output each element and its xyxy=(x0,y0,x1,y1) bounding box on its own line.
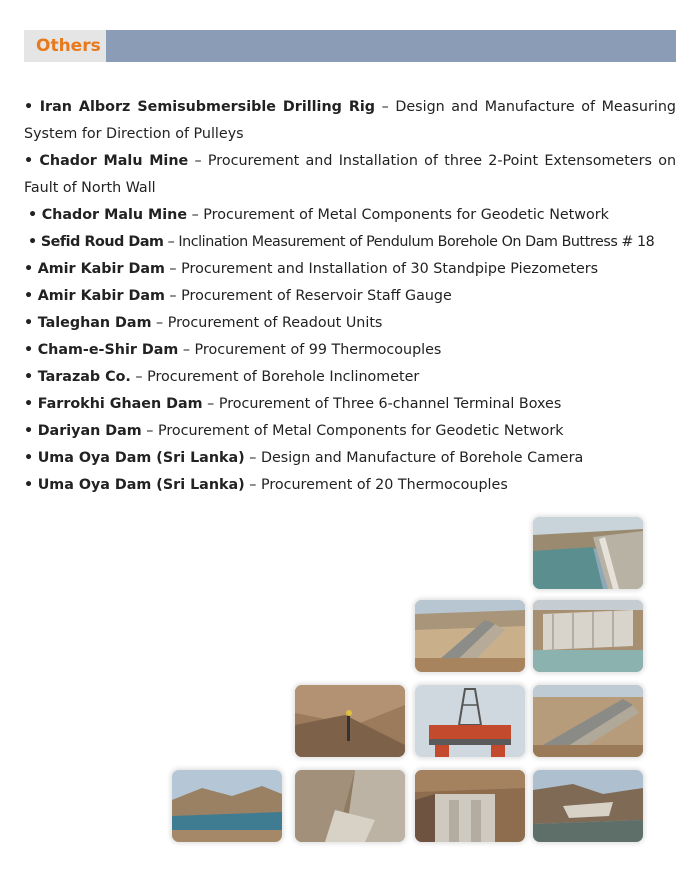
list-item: • Iran Alborz Semisubmersible Drilling Rig – Design and Manufacture of Measuring System for Direction of Pulleys xyxy=(24,99,676,142)
list-item: • Amir Kabir Dam – Procurement and Installation of 30 Standpipe Piezometers xyxy=(24,261,599,277)
penstock-pipe-photo xyxy=(533,685,643,757)
drilling-rig-photo xyxy=(415,685,525,757)
list-item: • Sefid Roud Dam – Inclination Measurement of Pendulum Borehole On Dam Buttress # 18 xyxy=(28,234,655,250)
section-header xyxy=(24,30,676,62)
dam-valley-photo xyxy=(533,770,643,842)
list-item: • Uma Oya Dam (Sri Lanka) – Procurement of 20 Thermocouples xyxy=(24,477,508,493)
mountain-lake-photo xyxy=(172,770,282,842)
hillside-survey-photo xyxy=(295,685,405,757)
dam-spillway-photo xyxy=(533,600,643,672)
dam-reservoir-photo xyxy=(533,517,643,589)
pipeline-construction-photo xyxy=(415,600,525,672)
project-list xyxy=(24,94,676,499)
list-item: • Tarazab Co. – Procurement of Borehole Inclinometer xyxy=(24,369,420,385)
list-item: • Taleghan Dam – Procurement of Readout Units xyxy=(24,315,383,331)
list-item: • Cham-e-Shir Dam – Procurement of 99 Thermocouples xyxy=(24,342,442,358)
rock-cliff-photo xyxy=(295,770,405,842)
list-item: • Dariyan Dam – Procurement of Metal Components for Geodetic Network xyxy=(24,423,564,439)
list-item: • Chador Malu Mine – Procurement and Installation of three 2-Point Extensometers on Fault of North Wall xyxy=(24,153,677,196)
list-item: • Farrokhi Ghaen Dam – Procurement of Three 6-channel Terminal Boxes xyxy=(24,396,562,412)
list-item: • Uma Oya Dam (Sri Lanka) – Design and Manufacture of Borehole Camera xyxy=(24,450,584,466)
concrete-dam-construction-photo xyxy=(415,770,525,842)
list-item: • Amir Kabir Dam – Procurement of Reservoir Staff Gauge xyxy=(24,288,452,304)
section-title: Others xyxy=(24,30,106,62)
list-item: • Chador Malu Mine – Procurement of Metal Components for Geodetic Network xyxy=(28,207,609,223)
